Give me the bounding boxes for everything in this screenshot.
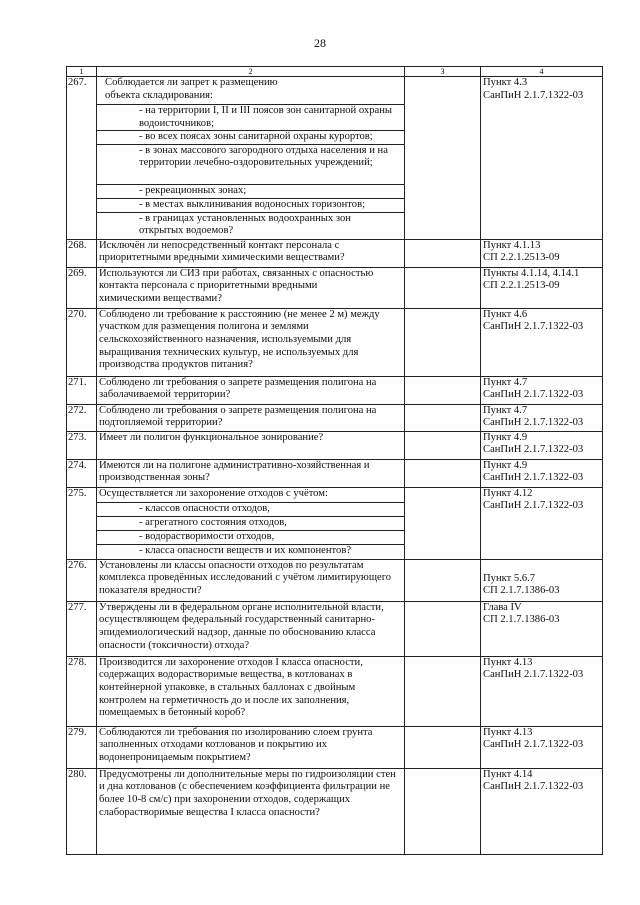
question-text: Утверждены ли в федеральном органе исполнительной власти, осуществляющем федеральный государственный санитарно-эпидемиологический надзор, данные по обоснованию класса опасности (токсичности) отхода? (97, 601, 405, 656)
question-text: Осуществляется ли захоронение отходов с учётом: (97, 487, 405, 502)
reference-document: СП 2.2.1.2513-09 (483, 252, 560, 264)
header-col-1: 1 (67, 67, 97, 77)
table-row (67, 656, 603, 726)
row-number: 270. (67, 308, 97, 376)
reference-document: СанПиН 2.1.7.1322-03 (483, 444, 584, 456)
table-row (67, 559, 603, 601)
mark-cell (405, 459, 481, 487)
subitem-text: - в местах выклинивания водоносных горизонтов; (97, 198, 405, 212)
table-row (67, 308, 603, 376)
subitem-text: - агрегатного состояния отходов, (97, 516, 405, 530)
subitem-text: - на территории I, II и III поясов зон санитарной охраны водоисточников; (97, 105, 405, 131)
reference-document: СанПиН 2.1.7.1322-03 (483, 781, 584, 793)
row-number: 277. (67, 601, 97, 656)
header-col-3: 3 (405, 67, 481, 77)
table-row (67, 459, 603, 487)
subitem-text: - рекреационных зонах; (97, 184, 405, 198)
reference-cell (481, 726, 603, 768)
reference-document: СП 2.2.1.2513-09 (483, 280, 560, 292)
row-number: 280. (67, 768, 97, 854)
reference-clause: Пункт 4.12 (483, 487, 533, 499)
question-text: Соблюдено ли требования о запрете размещения полигона на подтопляемой территории? (97, 404, 405, 431)
subitem-text: - во всех поясах зоны санитарной охраны курортов; (97, 131, 405, 145)
question-text: Используются ли СИЗ при работах, связанных с опасностью контакта персонала с приоритетными вредными химическими веществами? (97, 267, 405, 308)
table-row (67, 404, 603, 431)
row-number: 269. (67, 267, 97, 308)
row-number: 276. (67, 559, 97, 601)
table-row (67, 487, 603, 502)
question-text: Соблюдено ли требования о запрете размещения полигона на заболачиваемой территории? (97, 376, 405, 404)
mark-cell (405, 487, 481, 559)
reference-clause: Пункт 4.14 (483, 768, 533, 780)
question-text: Имеет ли полигон функциональное зонирование? (97, 431, 405, 459)
question-text: Соблюдено ли требование к расстоянию (не менее 2 м) между участком для размещения полигона и землями сельскохозяйственного назначения, используемыми для выращивания технических культур, не используемых для производства продуктов питания? (97, 308, 405, 376)
table-row (67, 601, 603, 656)
reference-clause: Пункт 4.1.13 (483, 239, 541, 251)
reference-cell (481, 308, 603, 376)
table-row (67, 768, 603, 854)
reference-clause: Пункты 4.1.14, 4.14.1 (483, 267, 580, 279)
row-number: 273. (67, 431, 97, 459)
reference-clause: Пункт 5.6.7 (483, 572, 536, 584)
question-text: Предусмотрены ли дополнительные меры по гидроизоляции стен и дна котлованов (с обеспечением коэффициента фильтрации не более 10-8 см/с) при захоронении отходов, содержащих слаборастворимые вещества I класса опасности? (97, 768, 405, 854)
reference-clause: Пункт 4.6 (483, 308, 528, 320)
row-number: 274. (67, 459, 97, 487)
mark-cell (405, 726, 481, 768)
reference-clause: Пункт 4.9 (483, 459, 528, 471)
question-text: Соблюдается ли запрет к размещению объекта складирования: (97, 77, 405, 105)
reference-cell (481, 239, 603, 267)
reference-cell (481, 77, 603, 240)
mark-cell (405, 431, 481, 459)
question-text: Исключён ли непосредственный контакт персонала с приоритетными вредными химическими веществами? (97, 239, 405, 267)
reference-document: СанПиН 2.1.7.1322-03 (483, 321, 584, 333)
reference-document: СанПиН 2.1.7.1322-03 (483, 417, 584, 429)
mark-cell (405, 308, 481, 376)
row-number: 275. (67, 487, 97, 559)
table-row (67, 376, 603, 404)
subitem-text: - класса опасности веществ и их компонентов? (97, 544, 405, 559)
reference-cell (481, 559, 603, 601)
header-col-2: 2 (97, 67, 405, 77)
reference-document: СП 2.1.7.1386-03 (483, 585, 560, 597)
reference-cell (481, 404, 603, 431)
table-row (67, 77, 603, 105)
table-row (67, 431, 603, 459)
mark-cell (405, 768, 481, 854)
question-text: Соблюдаются ли требования по изолированию слоем грунта заполненных отходами котлованов и покрытию их водонепроницаемым покрытием? (97, 726, 405, 768)
reference-document: СП 2.1.7.1386-03 (483, 614, 560, 626)
reference-clause: Пункт 4.13 (483, 656, 533, 668)
mark-cell (405, 77, 481, 240)
reference-cell (481, 487, 603, 559)
mark-cell (405, 404, 481, 431)
reference-document: СанПиН 2.1.7.1322-03 (483, 669, 584, 681)
table-header-row (67, 67, 603, 77)
question-text: Имеются ли на полигоне административно-хозяйственная и производственная зоны? (97, 459, 405, 487)
mark-cell (405, 601, 481, 656)
mark-cell (405, 376, 481, 404)
reference-clause: Глава IV (483, 601, 522, 613)
mark-cell (405, 656, 481, 726)
reference-clause: Пункт 4.13 (483, 726, 533, 738)
reference-clause: Пункт 4.3 (483, 77, 528, 88)
reference-clause: Пункт 4.9 (483, 431, 528, 443)
reference-document: СанПиН 2.1.7.1322-03 (483, 739, 584, 751)
subitem-text: - в границах установленных водоохранных зон открытых водоемов? (97, 212, 405, 239)
reference-cell (481, 376, 603, 404)
reference-cell (481, 601, 603, 656)
question-text: Установлены ли классы опасности отходов по результатам комплекса проведённых исследований с учётом лимитирующего показателя вредности? (97, 559, 405, 601)
table-row (67, 726, 603, 768)
reference-clause: Пункт 4.7 (483, 376, 528, 388)
row-number: 267. (67, 77, 97, 240)
subitem-text: - водорастворимости отходов, (97, 530, 405, 544)
table-row (67, 239, 603, 267)
question-text: Производится ли захоронение отходов I класса опасности, содержащих водорастворимые вещества, в котлованах в контейнерной упаковке, в стальных баллонах с двойным контролем на герметичность до и после их заполнения, помещаемых в бетонный короб? (97, 656, 405, 726)
subitem-text: - в зонах массового загородного отдыха населения и на территории лечебно-оздоровительных учреждений; (97, 144, 405, 184)
reference-document: СанПиН 2.1.7.1322-03 (483, 389, 584, 401)
row-number: 272. (67, 404, 97, 431)
reference-cell (481, 656, 603, 726)
reference-document: СанПиН 2.1.7.1322-03 (483, 89, 584, 101)
mark-cell (405, 559, 481, 601)
mark-cell (405, 267, 481, 308)
mark-cell (405, 239, 481, 267)
table-row (67, 267, 603, 308)
row-number: 271. (67, 376, 97, 404)
reference-cell (481, 768, 603, 854)
header-col-4: 4 (481, 67, 603, 77)
row-number: 278. (67, 656, 97, 726)
reference-cell (481, 459, 603, 487)
reference-clause: Пункт 4.7 (483, 404, 528, 416)
reference-document: СанПиН 2.1.7.1322-03 (483, 500, 584, 512)
subitem-text: - классов опасности отходов, (97, 502, 405, 516)
row-number: 279. (67, 726, 97, 768)
row-number: 268. (67, 239, 97, 267)
reference-document: СанПиН 2.1.7.1322-03 (483, 472, 584, 484)
page-number: 28 (314, 36, 326, 50)
reference-cell (481, 267, 603, 308)
reference-cell (481, 431, 603, 459)
checklist-table (66, 66, 603, 855)
